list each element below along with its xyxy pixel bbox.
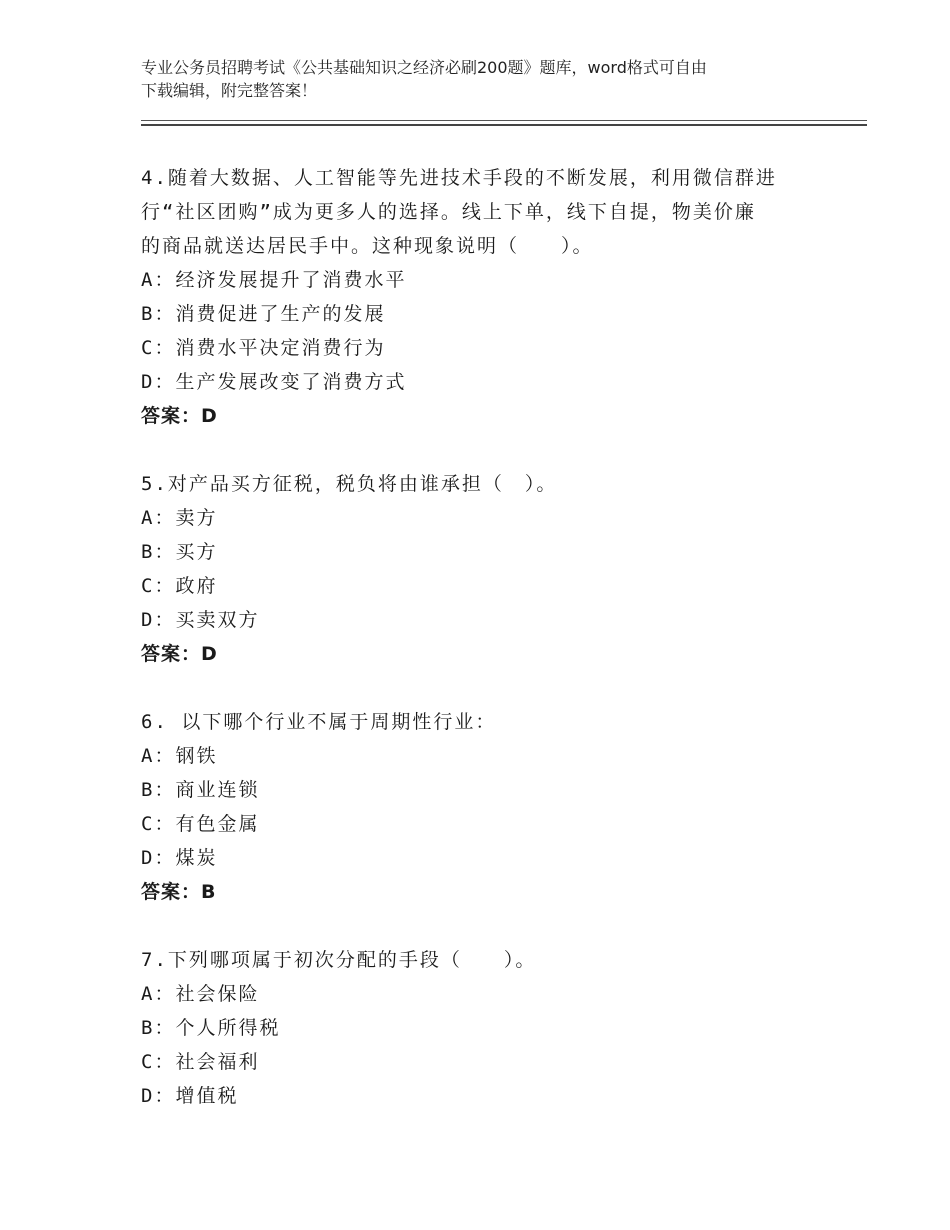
question-line: 5.对产品买方征税，税负将由谁承担（ ）。: [141, 473, 558, 495]
option-b: B：消费促进了生产的发展: [141, 303, 386, 325]
option-b: B：商业连锁: [141, 779, 260, 801]
answer-label: 答案：D: [141, 643, 218, 665]
option-d: D：煤炭: [141, 847, 218, 869]
question-6: [141, 705, 841, 909]
question-line: 的商品就送达居民手中。这种现象说明（ ）。: [141, 235, 594, 257]
option-c: C：政府: [141, 575, 218, 597]
option-a: A：社会保险: [141, 983, 260, 1005]
header-divider-thick: [141, 124, 867, 126]
option-b: B：买方: [141, 541, 218, 563]
answer-label: 答案：D: [141, 405, 218, 427]
question-7: [141, 943, 841, 1113]
question-spacer: [141, 671, 841, 705]
question-text: [141, 705, 841, 739]
option-d: D：增值税: [141, 1085, 239, 1107]
option-a: A：卖方: [141, 507, 218, 529]
question-line: 6. 以下哪个行业不属于周期性行业：: [141, 711, 497, 733]
question-text: [141, 943, 841, 977]
question-line: 7.下列哪项属于初次分配的手段（ ）。: [141, 949, 537, 971]
question-line: 4.随着大数据、人工智能等先进技术手段的不断发展，利用微信群进: [141, 167, 777, 189]
option-a: A：钢铁: [141, 745, 218, 767]
question-list: [141, 161, 841, 1113]
question-text: [141, 467, 841, 501]
question-line: 行“社区团购”成为更多人的选择。线上下单，线下自提，物美价廉: [141, 201, 756, 223]
option-a: A：经济发展提升了消费水平: [141, 269, 407, 291]
header-divider-thin: [141, 120, 867, 121]
question-spacer: [141, 433, 841, 467]
option-c: C：有色金属: [141, 813, 260, 835]
question-spacer: [141, 909, 841, 943]
option-c: C：社会福利: [141, 1051, 260, 1073]
option-c: C：消费水平决定消费行为: [141, 337, 386, 359]
header-line-2: 下载编辑，附完整答案！: [141, 81, 318, 100]
option-d: D：生产发展改变了消费方式: [141, 371, 407, 393]
document-header: [141, 56, 821, 102]
question-text: [141, 161, 841, 263]
option-b: B：个人所得税: [141, 1017, 281, 1039]
header-line-1: 专业公务员招聘考试《公共基础知识之经济必刷200题》题库，word格式可自由: [141, 58, 707, 77]
answer-label: 答案：B: [141, 881, 217, 903]
question-5: [141, 467, 841, 671]
option-d: D：买卖双方: [141, 609, 260, 631]
question-4: [141, 161, 841, 433]
